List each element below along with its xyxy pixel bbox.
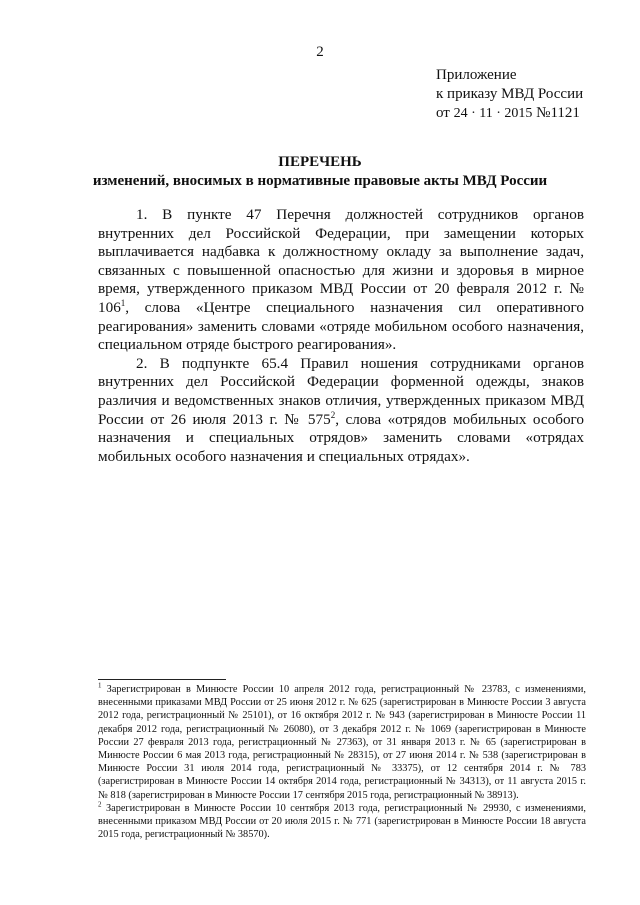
footnote-ref-1: 1	[120, 297, 126, 308]
number-sign: №	[536, 105, 551, 121]
paragraph-1	[98, 206, 584, 355]
footnote-1	[98, 683, 586, 802]
footnote-2-text: Зарегистрирован в Минюсте России 10 сентября 2013 года, регистрационный № 29930, с изменениями, внесенными приказом МВД России от 20 июля 2015 г. № 771 (зарегистрирован в Минюсте России 18 августа 2015 года, регистрационный № 38570).	[98, 802, 586, 841]
footnote-ref-2: 2	[330, 409, 336, 420]
footnote-divider	[98, 679, 226, 680]
footnote-1-mark: 1	[98, 681, 102, 690]
paragraph-2-part2: , слова «отрядов мобильных особого назначения и специальных отрядов» заменить словами «отрядах мобильных особого назначения и специальных отрядах».	[98, 410, 584, 465]
appendix-label: Приложение	[436, 67, 517, 83]
appendix-date-line	[436, 104, 626, 123]
footnote-1-text: Зарегистрирован в Минюсте России 10 апреля 2012 года, регистрационный № 23783, с изменениями, внесенными приказами МВД России от 25 июня 2012 г. № 625 (зарегистрирован в Минюсте России 3 августа 2012 года, регистрационный № 25101), от 16 октября 2012 г. № 943 (зарегистрирован в Минюсте России 11 декабря 2012 года, регистрационный № 26080), от 3 декабря 2012 г. № 1069 (зарегистрирован в Минюсте России 27 февраля 2013 года, регистрационный № 27363), от 31 января 2013 г. № 65 (зарегистрирован в Минюсте России 6 мая 2013 года, регистрационный № 28315), от 27 июня 2014 г. № 538 (зарегистрирован в Минюсте России 31 июля 2014 года, регистрационный № 33375), от 12 сентября 2014 г. № 783 (зарегистрирован в Минюсте России 14 октября 2014 года, регистрационный № 34313), от 11 августа 2015 г. № 818 (зарегистрирован в Минюсте России 17 сентября 2015 года, регистрационный № 38913).	[98, 684, 586, 801]
footnote-2	[98, 802, 586, 842]
document-body	[98, 206, 584, 466]
order-number: 1121	[550, 105, 580, 121]
paragraph-2	[98, 355, 584, 467]
appendix-order-ref: к приказу МВД России	[436, 86, 584, 102]
document-title	[0, 153, 640, 191]
footnotes	[98, 683, 586, 841]
paragraph-2-part1: 2. В подпункте 65.4 Правил ношения сотрудниками органов внутренних дел Российской Федерации форменной одежды, знаков различия и ведомственных знаков отличия, утвержденных приказом МВД России от 26 июля 2013 г. № 575	[98, 354, 584, 428]
title-subheading: изменений, вносимых в нормативные правовые акты МВД России	[92, 173, 548, 189]
paragraph-1-part2: , слова «Центре специального назначения сил оперативного реагирования» заменить словами «отряде мобильном особого назначения, специальном отряде быстрого реагирования».	[98, 298, 584, 354]
date-value: 24 · 11 · 2015	[453, 106, 533, 121]
page-number: 2	[316, 44, 324, 60]
title-heading: ПЕРЕЧЕНЬ	[278, 154, 362, 170]
appendix-header	[436, 66, 626, 123]
footnote-2-mark: 2	[98, 800, 102, 809]
date-prefix: от	[436, 105, 450, 121]
paragraph-1-part1: 1. В пункте 47 Перечня должностей сотрудников органов внутренних дел Российской Федерации, при замещении которых выплачивается надбавка к должностному окладу за выполнение задач, связанных с повышенной опасностью для жизни и здоровья в мирное время, утвержденного приказом МВД России от 20 февраля 2012 г. № 106	[98, 206, 584, 316]
